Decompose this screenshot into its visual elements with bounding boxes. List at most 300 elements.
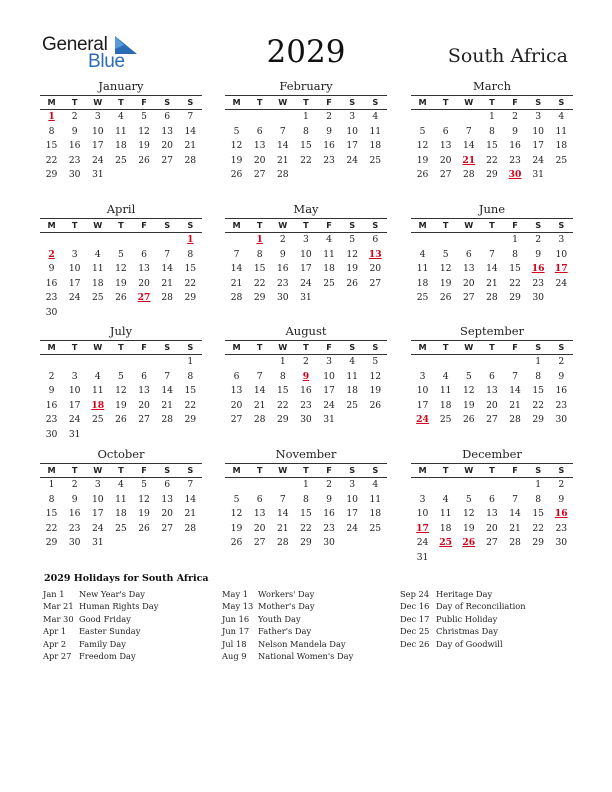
day-cell: 24 <box>68 292 81 303</box>
day-cell: 11 <box>555 125 568 137</box>
holiday-name: Day of Reconciliation <box>436 601 526 612</box>
holiday-name: New Year's Day <box>79 589 145 599</box>
weekday-label: S <box>558 97 565 107</box>
empty-cell <box>341 168 364 183</box>
day-cell: 5 <box>141 111 147 122</box>
day-cell: 10 <box>68 263 81 274</box>
day-cell: 19 <box>346 263 359 274</box>
day-cell: 16 <box>323 508 335 519</box>
empty-cell <box>411 233 434 248</box>
empty-cell <box>457 233 480 248</box>
weekday-label: W <box>278 97 288 107</box>
week-row <box>411 125 573 140</box>
day-cell: 7 <box>187 479 194 490</box>
holiday-name: National Women's Day <box>258 650 354 661</box>
day-cell: 3 <box>535 111 542 122</box>
empty-cell <box>179 536 202 551</box>
day-cell: 4 <box>94 248 101 260</box>
week-row <box>411 399 573 414</box>
empty-cell <box>550 291 573 306</box>
weekday-label: M <box>232 220 241 230</box>
country-title: South Africa <box>447 45 568 67</box>
empty-cell <box>480 551 503 566</box>
day-cell: 3 <box>349 111 356 122</box>
month-name: December <box>462 447 522 461</box>
day-cell: 25 <box>369 522 382 534</box>
empty-cell <box>527 551 550 566</box>
weekday-label: W <box>278 220 288 230</box>
holiday-date: Dec 17 <box>400 613 430 624</box>
holiday-item <box>222 650 353 662</box>
day-cell: 26 <box>230 537 243 548</box>
holiday-date: Jun 16 <box>222 613 250 624</box>
month-name: November <box>275 447 337 461</box>
day-cell: 12 <box>138 125 150 137</box>
day-cell: 6 <box>372 234 379 245</box>
day-cell: 6 <box>442 125 449 137</box>
day-cell: 16 <box>555 385 568 396</box>
day-cell: 19 <box>369 385 382 396</box>
day-cell: 21 <box>184 508 197 519</box>
empty-cell <box>434 233 457 248</box>
day-cell: 7 <box>279 125 286 137</box>
day-cell: 30 <box>323 537 335 548</box>
empty-cell <box>225 355 248 370</box>
day-cell: 7 <box>164 370 171 382</box>
empty-cell <box>411 478 434 493</box>
empty-cell <box>318 168 341 183</box>
day-cell: 22 <box>184 399 197 411</box>
day-cell: 20 <box>161 508 174 519</box>
day-cell: 14 <box>184 125 197 137</box>
day-cell: 30 <box>45 428 58 440</box>
day-cell: 8 <box>489 125 495 137</box>
day-cell: 22 <box>300 522 312 534</box>
empty-cell <box>109 168 132 183</box>
week-row <box>40 355 202 370</box>
day-cell: 4 <box>372 479 379 490</box>
day-cell: 14 <box>230 263 243 274</box>
empty-cell <box>434 551 457 566</box>
day-cell: 16 <box>509 140 521 151</box>
empty-cell <box>156 355 179 370</box>
day-cell: 20 <box>253 522 266 534</box>
day-cell: 19 <box>230 522 243 534</box>
day-cell: 10 <box>416 385 429 396</box>
day-cell: 12 <box>138 493 150 505</box>
empty-cell <box>434 355 457 370</box>
day-cell: 19 <box>462 399 475 411</box>
month-february <box>225 80 387 183</box>
day-cell: 17 <box>68 277 81 289</box>
holiday-date: Apr 27 <box>43 650 72 661</box>
empty-cell <box>133 428 156 443</box>
day-cell: 17 <box>346 140 359 151</box>
day-cell: 1 <box>187 234 194 245</box>
weekday-label: W <box>93 465 103 475</box>
day-cell: 12 <box>462 385 475 396</box>
day-cell: 30 <box>555 414 568 425</box>
day-cell: 21 <box>161 277 174 289</box>
day-cell: 2 <box>558 356 565 367</box>
empty-cell <box>86 233 109 248</box>
day-cell: 14 <box>161 385 174 396</box>
weekday-label: M <box>47 220 56 230</box>
day-cell: 1 <box>303 479 309 490</box>
week-row <box>40 291 202 306</box>
day-cell: 2 <box>326 479 332 490</box>
holiday-date: Jan 1 <box>43 589 65 599</box>
week-row <box>411 551 573 566</box>
week-row <box>411 168 573 183</box>
day-cell: 17 <box>91 508 104 519</box>
day-cell: 29 <box>45 169 58 180</box>
day-cell: 10 <box>346 125 359 137</box>
weekday-label: T <box>303 97 309 107</box>
holiday-item <box>222 600 353 612</box>
day-cell: 11 <box>91 385 104 396</box>
month-name: January <box>98 79 144 93</box>
empty-cell <box>133 355 156 370</box>
weekday-label: T <box>442 220 449 230</box>
day-cell: 26 <box>462 537 476 548</box>
empty-cell <box>457 478 480 493</box>
empty-cell <box>179 428 202 443</box>
empty-cell <box>86 428 109 443</box>
day-cell: 19 <box>462 522 475 534</box>
holiday-item <box>43 638 158 650</box>
weekday-label: F <box>141 465 147 475</box>
day-cell: 13 <box>486 385 498 396</box>
day-cell: 21 <box>184 140 197 151</box>
week-row <box>411 384 573 399</box>
day-cell: 27 <box>486 537 498 548</box>
day-cell: 15 <box>509 263 521 274</box>
holiday-item <box>43 588 158 600</box>
empty-cell <box>364 413 387 428</box>
week-row <box>40 248 202 263</box>
weekday-label: T <box>303 220 309 230</box>
empty-cell <box>411 355 434 370</box>
weekday-header <box>225 463 387 478</box>
day-cell: 10 <box>346 493 359 505</box>
day-cell: 14 <box>253 385 266 396</box>
weekday-label: S <box>187 220 194 230</box>
day-cell: 22 <box>276 399 289 411</box>
day-cell: 16 <box>45 277 58 289</box>
day-cell: 4 <box>442 370 449 382</box>
day-cell: 4 <box>372 111 379 122</box>
day-cell: 28 <box>486 292 498 303</box>
day-cell: 13 <box>462 263 475 274</box>
day-cell: 17 <box>554 263 568 274</box>
week-row <box>225 522 387 537</box>
weekday-label: S <box>187 97 194 107</box>
day-cell: 30 <box>45 306 58 318</box>
empty-cell <box>86 306 109 321</box>
day-cell: 4 <box>94 370 101 382</box>
day-cell: 18 <box>369 508 382 519</box>
day-cell: 28 <box>509 414 521 425</box>
week-row <box>225 413 387 428</box>
day-cell: 13 <box>161 493 174 505</box>
day-cell: 24 <box>346 522 359 534</box>
day-cell: 2 <box>279 234 286 245</box>
empty-cell <box>156 536 179 551</box>
day-cell: 24 <box>91 154 104 166</box>
holiday-name: Mother's Day <box>258 601 315 612</box>
month-name: August <box>285 324 327 338</box>
day-cell: 22 <box>532 522 545 534</box>
weekday-label: F <box>512 220 518 230</box>
holiday-item <box>43 600 158 612</box>
day-cell: 7 <box>256 370 263 382</box>
day-cell: 25 <box>555 154 568 166</box>
day-cell: 17 <box>91 140 104 151</box>
empty-cell <box>434 110 457 125</box>
day-cell: 3 <box>419 370 426 382</box>
day-cell: 23 <box>323 154 335 166</box>
day-cell: 13 <box>253 140 266 151</box>
week-row <box>40 168 202 183</box>
weekday-label: F <box>512 97 518 107</box>
day-cell: 5 <box>233 493 240 505</box>
day-cell: 17 <box>532 140 545 151</box>
day-cell: 19 <box>416 154 429 166</box>
empty-cell <box>86 355 109 370</box>
day-cell: 23 <box>45 292 58 303</box>
week-row <box>411 522 573 537</box>
weekday-label: T <box>71 97 78 107</box>
empty-cell <box>179 306 202 321</box>
day-cell: 9 <box>48 263 55 274</box>
day-cell: 8 <box>535 370 542 382</box>
day-cell: 6 <box>256 493 263 505</box>
day-cell: 23 <box>509 154 521 166</box>
empty-cell <box>225 110 248 125</box>
day-cell: 15 <box>300 508 312 519</box>
weekday-header <box>411 218 573 233</box>
day-cell: 3 <box>326 356 332 367</box>
empty-cell <box>133 233 156 248</box>
day-cell: 6 <box>164 111 171 122</box>
day-cell: 29 <box>486 169 498 180</box>
day-cell: 12 <box>230 508 243 519</box>
day-cell: 9 <box>326 125 332 137</box>
weekday-header <box>411 463 573 478</box>
empty-cell <box>63 233 86 248</box>
week-row <box>40 493 202 508</box>
day-cell: 17 <box>300 263 312 274</box>
holiday-item <box>400 613 526 625</box>
day-cell: 16 <box>554 508 568 519</box>
empty-cell <box>248 110 271 125</box>
week-row <box>225 478 387 493</box>
day-cell: 12 <box>439 263 452 274</box>
week-row <box>40 522 202 537</box>
day-cell: 2 <box>71 111 78 122</box>
day-cell: 31 <box>532 169 545 180</box>
day-cell: 3 <box>419 493 426 505</box>
empty-cell <box>133 306 156 321</box>
weekday-label: M <box>47 97 56 107</box>
weekday-label: T <box>118 220 124 230</box>
day-cell: 15 <box>45 140 58 151</box>
weekday-label: M <box>232 465 241 475</box>
day-cell: 8 <box>48 493 55 505</box>
day-cell: 25 <box>115 522 127 534</box>
empty-cell <box>457 110 480 125</box>
week-row <box>225 277 387 292</box>
day-cell: 26 <box>115 292 127 303</box>
day-cell: 11 <box>369 125 382 137</box>
day-cell: 24 <box>323 399 335 411</box>
day-cell: 18 <box>416 277 429 289</box>
weekday-label: S <box>372 465 379 475</box>
holiday-item <box>400 638 526 650</box>
week-row <box>225 399 387 414</box>
holiday-name: Heritage Day <box>436 589 493 599</box>
week-row <box>225 536 387 551</box>
week-row <box>225 370 387 385</box>
week-row <box>225 493 387 508</box>
week-row <box>225 168 387 183</box>
day-cell: 8 <box>512 248 518 260</box>
day-cell: 11 <box>416 263 429 274</box>
week-row <box>411 277 573 292</box>
week-row <box>411 110 573 125</box>
weekday-label: S <box>164 342 171 352</box>
day-cell: 31 <box>68 428 81 440</box>
day-cell: 29 <box>184 292 197 303</box>
week-row <box>411 355 573 370</box>
day-cell: 1 <box>535 356 542 367</box>
day-cell: 31 <box>91 537 104 548</box>
holiday-name: Christmas Day <box>436 626 498 637</box>
day-cell: 15 <box>532 385 545 396</box>
weekday-label: T <box>71 465 78 475</box>
day-cell: 12 <box>346 248 359 260</box>
weekday-label: T <box>256 220 263 230</box>
day-cell: 12 <box>462 508 475 519</box>
day-cell: 7 <box>164 248 171 260</box>
day-cell: 16 <box>323 140 335 151</box>
day-cell: 5 <box>419 125 426 137</box>
day-cell: 27 <box>486 414 498 425</box>
day-cell: 2 <box>512 111 518 122</box>
day-cell: 16 <box>68 508 81 519</box>
empty-cell <box>40 355 63 370</box>
empty-cell <box>271 478 294 493</box>
weekday-label: S <box>558 342 565 352</box>
holiday-name: Good Friday <box>79 613 131 624</box>
day-cell: 26 <box>138 154 150 166</box>
day-cell: 20 <box>138 399 150 411</box>
day-cell: 28 <box>276 169 289 180</box>
day-cell: 21 <box>230 277 243 289</box>
week-row <box>225 384 387 399</box>
day-cell: 30 <box>68 537 81 548</box>
day-cell: 9 <box>48 385 55 396</box>
day-cell: 17 <box>416 399 429 411</box>
week-row <box>40 536 202 551</box>
month-name: February <box>279 79 333 93</box>
empty-cell <box>504 355 527 370</box>
weekday-label: T <box>489 97 495 107</box>
week-row <box>225 110 387 125</box>
weekday-header <box>225 340 387 355</box>
weekday-label: S <box>164 465 171 475</box>
day-cell: 5 <box>465 370 472 382</box>
empty-cell <box>133 536 156 551</box>
holiday-date: Dec 26 <box>400 638 430 649</box>
day-cell: 19 <box>230 154 243 166</box>
day-cell: 28 <box>462 169 475 180</box>
day-cell: 12 <box>115 263 127 274</box>
week-row <box>411 413 573 428</box>
weekday-label: F <box>326 342 332 352</box>
day-cell: 10 <box>68 385 81 396</box>
day-cell: 11 <box>91 263 104 274</box>
month-july <box>40 325 202 442</box>
empty-cell <box>294 168 317 183</box>
day-cell: 25 <box>323 277 335 289</box>
day-cell: 30 <box>300 414 312 425</box>
day-cell: 24 <box>91 522 104 534</box>
day-cell: 13 <box>230 385 243 396</box>
day-cell: 2 <box>303 356 309 367</box>
day-cell: 20 <box>253 154 266 166</box>
day-cell: 25 <box>369 154 382 166</box>
day-cell: 26 <box>439 292 452 303</box>
empty-cell <box>434 478 457 493</box>
holiday-date: Dec 16 <box>400 601 430 612</box>
weekday-header <box>411 340 573 355</box>
day-cell: 21 <box>161 399 174 411</box>
empty-cell <box>109 536 132 551</box>
holiday-name: Public Holiday <box>436 613 498 624</box>
day-cell: 4 <box>118 479 124 490</box>
empty-cell <box>40 233 63 248</box>
day-cell: 27 <box>253 537 266 548</box>
day-cell: 23 <box>555 522 568 534</box>
empty-cell <box>156 306 179 321</box>
day-cell: 3 <box>71 370 78 382</box>
holiday-column <box>43 588 158 662</box>
day-cell: 8 <box>256 248 263 260</box>
empty-cell <box>248 355 271 370</box>
weekday-label: M <box>418 342 427 352</box>
day-cell: 11 <box>369 493 382 505</box>
day-cell: 26 <box>230 169 243 180</box>
week-row <box>411 507 573 522</box>
day-cell: 24 <box>555 277 568 289</box>
day-cell: 5 <box>118 248 124 260</box>
month-name: October <box>97 447 145 461</box>
weekday-label: W <box>464 342 474 352</box>
month-december <box>411 448 573 565</box>
week-row <box>411 262 573 277</box>
month-name: April <box>106 202 136 216</box>
day-cell: 11 <box>439 508 452 519</box>
weekday-label: S <box>558 465 565 475</box>
day-cell: 3 <box>94 111 101 122</box>
day-cell: 13 <box>138 385 150 396</box>
day-cell: 23 <box>45 414 58 425</box>
day-cell: 8 <box>535 493 542 505</box>
day-cell: 21 <box>509 522 521 534</box>
weekday-label: T <box>303 465 309 475</box>
